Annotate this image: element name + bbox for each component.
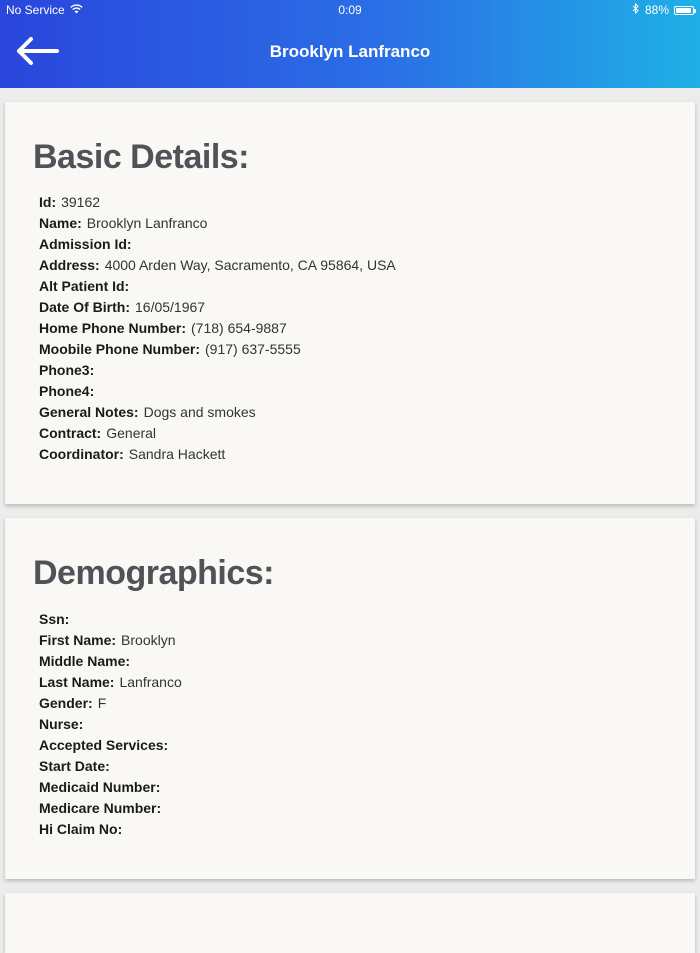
field-label: Medicare Number: <box>39 800 162 816</box>
basic-details-list <box>39 192 396 465</box>
basic-details-card <box>5 102 695 504</box>
field-value: 16/05/1967 <box>135 299 206 315</box>
demographics-card <box>5 518 695 879</box>
detail-row <box>39 756 182 777</box>
detail-row <box>39 714 182 735</box>
detail-row <box>39 276 396 297</box>
field-value: General <box>106 425 157 441</box>
detail-row <box>39 402 396 423</box>
field-label: Date Of Birth: <box>39 299 130 315</box>
battery-icon <box>674 6 694 15</box>
field-label: Address: <box>39 257 100 273</box>
field-value: (917) 637-5555 <box>205 341 301 357</box>
detail-row <box>39 798 182 819</box>
field-value: (718) 654-9887 <box>191 320 287 336</box>
field-value: 39162 <box>61 194 101 210</box>
field-label: Contract: <box>39 425 102 441</box>
detail-row <box>39 339 396 360</box>
status-time: 0:09 <box>338 3 362 17</box>
field-label: Hi Claim No: <box>39 821 123 837</box>
detail-row <box>39 234 396 255</box>
next-section-card <box>5 893 695 953</box>
basic-details-heading: Basic Details: <box>33 138 249 176</box>
field-label: General Notes: <box>39 404 139 420</box>
nav-header <box>0 0 700 88</box>
field-value: Lanfranco <box>119 674 182 690</box>
status-bar <box>6 3 694 19</box>
field-label: Last Name: <box>39 674 115 690</box>
detail-row <box>39 609 182 630</box>
field-label: Gender: <box>39 695 93 711</box>
detail-row <box>39 651 182 672</box>
field-label: Admission Id: <box>39 236 132 252</box>
field-label: Id: <box>39 194 57 210</box>
detail-row <box>39 693 182 714</box>
field-label: Name: <box>39 215 82 231</box>
field-label: Phone3: <box>39 362 95 378</box>
page-title: Brooklyn Lanfranco <box>269 42 431 61</box>
battery-percent: 88% <box>644 3 669 17</box>
detail-row <box>39 213 396 234</box>
demographics-list <box>39 609 182 840</box>
field-value: Brooklyn <box>121 632 176 648</box>
field-value: 4000 Arden Way, Sacramento, CA 95864, USA <box>104 257 396 273</box>
detail-row <box>39 735 182 756</box>
detail-row <box>39 192 396 213</box>
detail-row <box>39 630 182 651</box>
field-value: Brooklyn Lanfranco <box>86 215 208 231</box>
detail-row <box>39 444 396 465</box>
field-value: Dogs and smokes <box>143 404 256 420</box>
carrier-label: No Service <box>6 3 65 17</box>
detail-row <box>39 297 396 318</box>
detail-row <box>39 423 396 444</box>
detail-row <box>39 777 182 798</box>
detail-row <box>39 360 396 381</box>
bluetooth-icon <box>632 3 640 17</box>
field-label: Phone4: <box>39 383 95 399</box>
field-label: Coordinator: <box>39 446 124 462</box>
field-label: Alt Patient Id: <box>39 278 130 294</box>
detail-row <box>39 381 396 402</box>
field-value: F <box>97 695 107 711</box>
detail-row <box>39 819 182 840</box>
detail-row <box>39 255 396 276</box>
demographics-heading: Demographics: <box>33 554 274 592</box>
field-value: Sandra Hackett <box>128 446 226 462</box>
field-label: Medicaid Number: <box>39 779 161 795</box>
detail-row <box>39 672 182 693</box>
field-label: Accepted Services: <box>39 737 169 753</box>
field-label: Home Phone Number: <box>39 320 187 336</box>
field-label: Middle Name: <box>39 653 131 669</box>
field-label: Moobile Phone Number: <box>39 341 200 357</box>
detail-row <box>39 318 396 339</box>
field-label: Ssn: <box>39 611 70 627</box>
field-label: Start Date: <box>39 758 110 774</box>
field-label: Nurse: <box>39 716 84 732</box>
field-label: First Name: <box>39 632 117 648</box>
